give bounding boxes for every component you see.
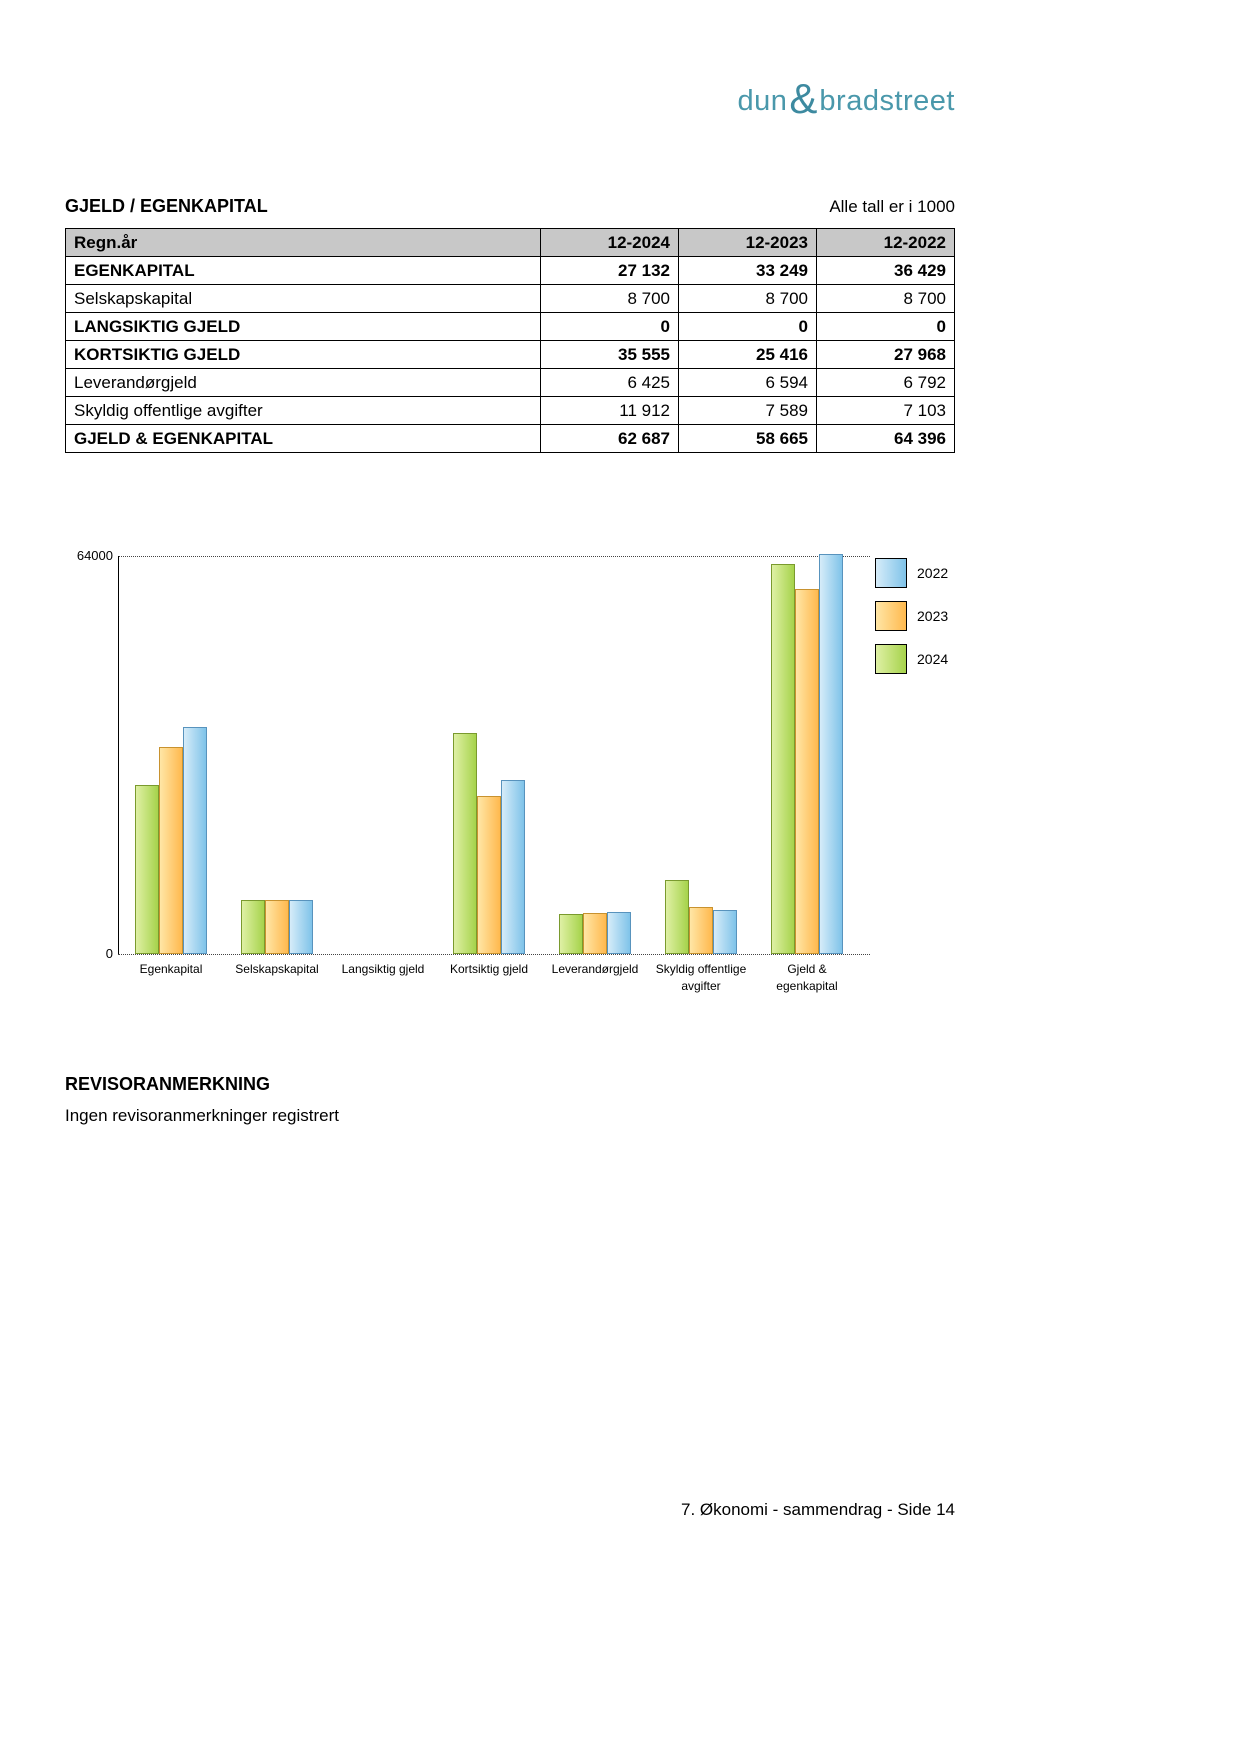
- bar-2024: [135, 785, 159, 954]
- bar-2024: [241, 900, 265, 954]
- legend-item: [875, 558, 948, 588]
- table-header-row: [66, 229, 955, 257]
- row-label: Leverandørgjeld: [66, 369, 541, 397]
- table-row: [66, 397, 955, 425]
- row-value: 0: [541, 313, 679, 341]
- y-axis-tick-zero: 0: [105, 946, 113, 961]
- legend-label: 2022: [917, 565, 949, 581]
- bar-group: [453, 733, 525, 954]
- bar-2023: [689, 907, 713, 954]
- table-row: [66, 341, 955, 369]
- table-row: [66, 369, 955, 397]
- section-title: GJELD / EGENKAPITAL: [65, 196, 268, 216]
- x-axis-label: Leverandørgjeld: [551, 962, 639, 976]
- bar-2024: [665, 880, 689, 954]
- row-value: 7 103: [817, 397, 955, 425]
- row-value: 62 687: [541, 425, 679, 453]
- dun-bradstreet-logo: [738, 72, 955, 120]
- y-axis-tick-max: 64000: [76, 548, 113, 563]
- financial-table: [65, 228, 955, 453]
- bar-2023: [159, 747, 183, 954]
- row-value: 33 249: [679, 257, 817, 285]
- row-value: 0: [817, 313, 955, 341]
- bar-2022: [819, 554, 843, 954]
- bar-2023: [265, 900, 289, 954]
- legend-label: 2023: [917, 608, 949, 624]
- row-value: 64 396: [817, 425, 955, 453]
- units-note: Alle tall er i 1000: [829, 197, 955, 216]
- bar-group: [241, 900, 313, 954]
- bar-2024: [771, 564, 795, 954]
- row-value: 8 700: [541, 285, 679, 313]
- legend-item: [875, 644, 948, 674]
- x-axis-labels: [118, 961, 860, 995]
- page-footer: 7. Økonomi - sammendrag - Side 14: [680, 1500, 955, 1519]
- table-row: [66, 425, 955, 453]
- bar-group: [771, 554, 843, 954]
- x-axis-label: Gjeld & egenkapital: [776, 962, 838, 993]
- table-row: [66, 257, 955, 285]
- bar-2022: [183, 727, 207, 954]
- row-value: 35 555: [541, 341, 679, 369]
- row-value: 0: [679, 313, 817, 341]
- legend-item: [875, 601, 948, 631]
- row-value: 7 589: [679, 397, 817, 425]
- revisor-section-title: REVISORANMERKNING: [65, 1074, 271, 1094]
- bar-2023: [583, 913, 607, 954]
- bar-group: [665, 880, 737, 954]
- row-value: 8 700: [817, 285, 955, 313]
- x-axis-label: Kortsiktig gjeld: [449, 962, 529, 976]
- row-label: Skyldig offentlige avgifter: [66, 397, 541, 425]
- row-value: 6 792: [817, 369, 955, 397]
- row-value: 58 665: [679, 425, 817, 453]
- legend-swatch-icon: [875, 601, 907, 631]
- legend-swatch-icon: [875, 644, 907, 674]
- section-header: [65, 196, 955, 217]
- bar-group: [559, 912, 631, 954]
- row-value: 6 425: [541, 369, 679, 397]
- table-header-cell: 12-2022: [817, 229, 955, 257]
- revisor-section-text: Ingen revisoranmerkninger registrert: [65, 1106, 340, 1125]
- bar-2022: [713, 910, 737, 954]
- chart-legend: [875, 558, 948, 674]
- row-label: GJELD & EGENKAPITAL: [66, 425, 541, 453]
- row-value: 27 968: [817, 341, 955, 369]
- row-value: 11 912: [541, 397, 679, 425]
- balance-bar-chart: [75, 546, 955, 1016]
- row-value: 6 594: [679, 369, 817, 397]
- row-label: LANGSIKTIG GJELD: [66, 313, 541, 341]
- table-row: [66, 285, 955, 313]
- financial-table-body: [66, 257, 955, 453]
- logo-text-bradstreet: bradstreet: [819, 85, 955, 117]
- bar-2023: [795, 589, 819, 954]
- row-value: 36 429: [817, 257, 955, 285]
- row-value: 27 132: [541, 257, 679, 285]
- x-axis-label: Skyldig offentlige avgifter: [655, 962, 747, 993]
- row-label: KORTSIKTIG GJELD: [66, 341, 541, 369]
- logo-text-dun: dun: [737, 85, 788, 117]
- bar-2024: [453, 733, 477, 954]
- x-axis-label: Langsiktig gjeld: [341, 962, 425, 976]
- table-row: [66, 313, 955, 341]
- row-label: EGENKAPITAL: [66, 257, 541, 285]
- legend-swatch-icon: [875, 558, 907, 588]
- bar-2022: [607, 912, 631, 954]
- table-header-cell: 12-2023: [679, 229, 817, 257]
- x-axis-label: Egenkapital: [139, 962, 203, 976]
- row-label: Selskapskapital: [66, 285, 541, 313]
- bar-2022: [501, 780, 525, 954]
- table-header-cell: Regn.år: [66, 229, 541, 257]
- row-value: 8 700: [679, 285, 817, 313]
- chart-plot: [118, 556, 860, 954]
- row-value: 25 416: [679, 341, 817, 369]
- legend-label: 2024: [917, 651, 949, 667]
- bar-2023: [477, 796, 501, 954]
- bar-group: [135, 727, 207, 954]
- x-axis-label: Selskapskapital: [235, 962, 319, 976]
- logo-ampersand-icon: &: [789, 75, 818, 122]
- bar-2024: [559, 914, 583, 954]
- x-axis-line: [118, 954, 870, 955]
- table-header-cell: 12-2024: [541, 229, 679, 257]
- bar-2022: [289, 900, 313, 954]
